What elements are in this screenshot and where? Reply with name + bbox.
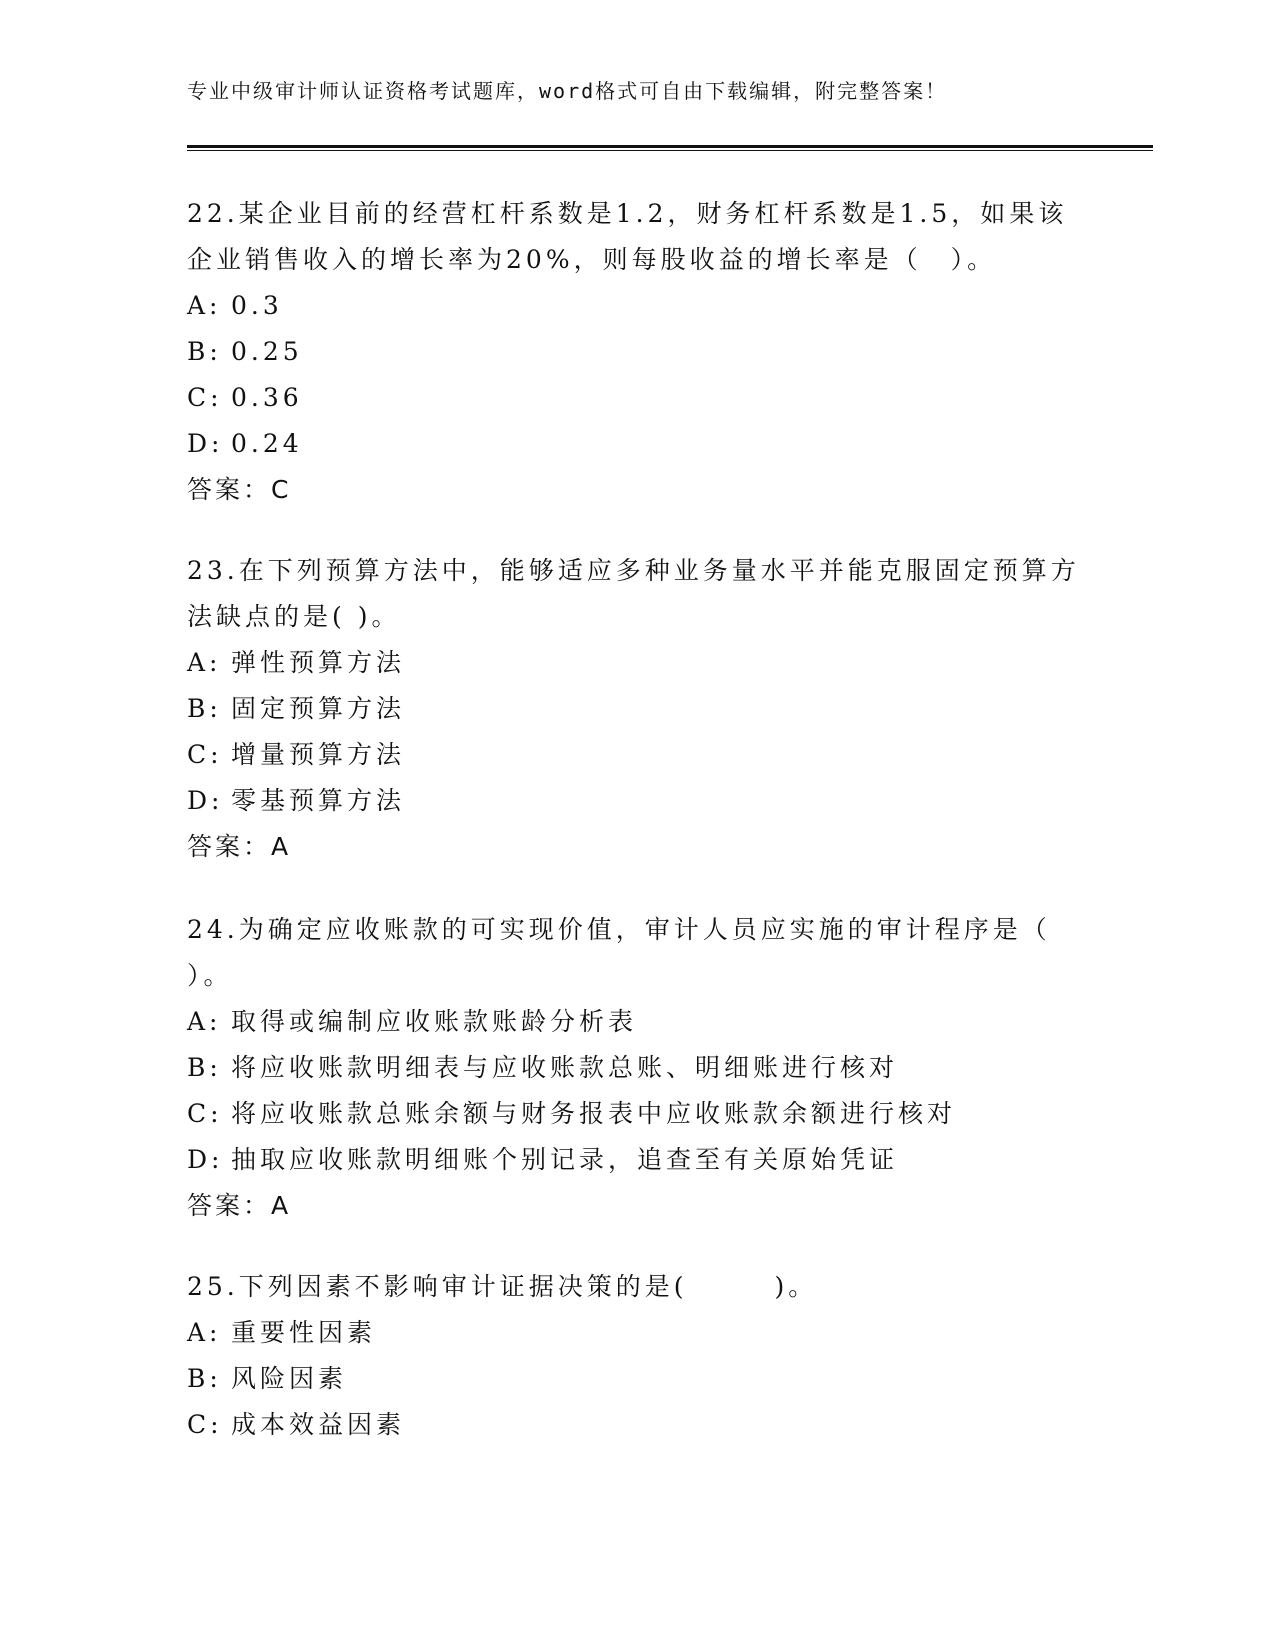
answer: 答案：A — [187, 832, 292, 861]
option-label: A: — [187, 648, 222, 677]
option-text: 成本效益因素 — [231, 1410, 406, 1439]
option-label: B: — [187, 694, 222, 723]
option-c — [187, 732, 1147, 778]
option-label: D: — [187, 1145, 224, 1174]
question-24 — [187, 907, 1147, 1229]
question-stem: 法缺点的是( )。 — [187, 602, 401, 631]
question-stem: ）。 — [187, 961, 233, 990]
option-text: 0.36 — [231, 383, 303, 412]
option-b — [187, 686, 1147, 732]
option-text: 0.3 — [231, 291, 283, 320]
option-text: 风险因素 — [231, 1364, 348, 1393]
option-label: C: — [187, 740, 223, 769]
option-text: 0.24 — [231, 429, 303, 458]
option-label: C: — [187, 1099, 223, 1128]
option-label: B: — [187, 337, 222, 366]
header-divider — [187, 145, 1153, 151]
option-label: A: — [187, 1318, 222, 1347]
question-25 — [187, 1264, 1147, 1448]
option-text: 抽取应收账款明细账个别记录，追查至有关原始凭证 — [231, 1145, 899, 1174]
question-23 — [187, 548, 1147, 870]
question-stem: 23.在下列预算方法中，能够适应多种业务量水平并能克服固定预算方 — [187, 556, 1080, 585]
option-d — [187, 1137, 1147, 1183]
question-stem: 25.下列因素不影响审计证据决策的是( )。 — [187, 1272, 818, 1301]
option-text: 0.25 — [231, 337, 303, 366]
option-b — [187, 1356, 1147, 1402]
option-c — [187, 1402, 1147, 1448]
option-text: 固定预算方法 — [231, 694, 406, 723]
option-a — [187, 1310, 1147, 1356]
option-b — [187, 1045, 1147, 1091]
option-text: 增量预算方法 — [231, 740, 406, 769]
option-text: 将应收账款明细表与应收账款总账、明细账进行核对 — [231, 1053, 899, 1082]
option-c — [187, 1091, 1147, 1137]
option-label: C: — [187, 383, 223, 412]
option-text: 将应收账款总账余额与财务报表中应收账款余额进行核对 — [231, 1099, 957, 1128]
option-text: 重要性因素 — [231, 1318, 377, 1347]
option-text: 取得或编制应收账款账龄分析表 — [231, 1007, 638, 1036]
option-text: 弹性预算方法 — [231, 648, 406, 677]
question-stem: 22.某企业目前的经营杠杆系数是1.2，财务杠杆系数是1.5，如果该 — [187, 199, 1068, 228]
option-label: D: — [187, 786, 224, 815]
question-stem: 24.为确定应收账款的可实现价值，审计人员应实施的审计程序是（ — [187, 915, 1051, 944]
option-label: A: — [187, 291, 222, 320]
option-d — [187, 421, 1147, 467]
question-22 — [187, 191, 1147, 513]
page-header: 专业中级审计师认证资格考试题库，word格式可自由下载编辑，附完整答案！ — [187, 79, 948, 103]
option-label: B: — [187, 1364, 222, 1393]
option-label: D: — [187, 429, 224, 458]
option-label: A: — [187, 1007, 222, 1036]
option-a — [187, 640, 1147, 686]
option-a — [187, 283, 1147, 329]
option-a — [187, 999, 1147, 1045]
option-label: B: — [187, 1053, 222, 1082]
option-d — [187, 778, 1147, 824]
option-label: C: — [187, 1410, 223, 1439]
answer: 答案：C — [187, 475, 292, 504]
answer: 答案：A — [187, 1191, 292, 1220]
option-b — [187, 329, 1147, 375]
option-text: 零基预算方法 — [231, 786, 406, 815]
question-stem: 企业销售收入的增长率为20%，则每股收益的增长率是（ ）。 — [187, 245, 997, 274]
option-c — [187, 375, 1147, 421]
